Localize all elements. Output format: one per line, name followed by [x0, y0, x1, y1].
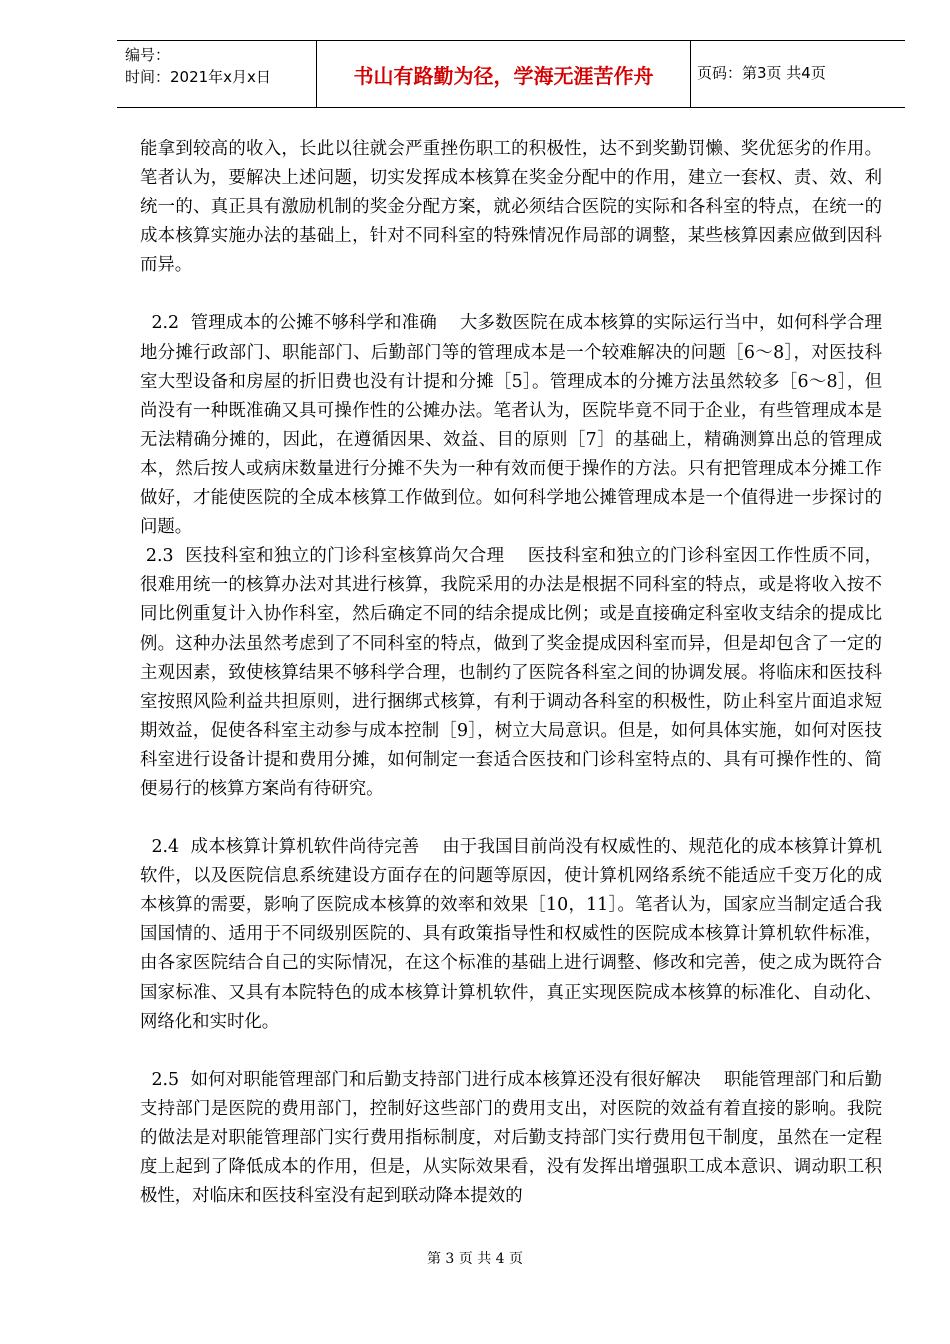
paragraph-continuation: 能拿到较高的收入，长此以往就会严重挫伤职工的积极性，达不到奖勤罚懒、奖优惩劣的作用。笔者认为，要解决上述问题，切实发挥成本核算在奖金分配中的作用，建立一套权、责、效、利统一的、真正具有激励机制的奖金分配方案，就必须结合医院的实际和各科室的特点，在统一的成本核算实施办法的基础上，针对不同科室的特殊情况作局部的调整，某些核算因素应做到因科而异。: [140, 139, 882, 276]
header-page-label: 页码：第3页 共4页: [697, 64, 826, 82]
document-body: [140, 135, 882, 1211]
page-header: [117, 40, 905, 108]
page-footer: 第 3 页 共 4 页: [426, 1251, 524, 1267]
header-meta: [125, 44, 271, 88]
paragraph-section-2-4: 2.4 成本核算计算机软件尚待完善 由于我国目前尚没有权威性的、规范化的成本核算计算机软件，以及医院信息系统建设方面存在的问题等原因，使计算机网络系统不能适应千变万化的成本核算的需要，影响了医院成本核算的效率和效果［10，11］。笔者认为，国家应当制定适合我国国情的、适用于不同级别医院的、具有政策指导性和权威性的医院成本核算计算机软件标准，由各家医院结合自己的实际情况，在这个标准的基础上进行调整、修改和完善，使之成为既符合国家标准、又具有本院特色的成本核算计算机软件，真正实现医院成本核算的标准化、自动化、网络化和实时化。: [140, 837, 882, 1032]
paragraph-section-2-5: 2.5 如何对职能管理部门和后勤支持部门进行成本核算还没有很好解决 职能管理部门和后勤支持部门是医院的费用部门，控制好这些部门的费用支出，对医院的效益有着直接的影响。我院的做法是对职能管理部门实行费用指标制度，对后勤支持部门实行费用包干制度，虽然在一定程度上起到了降低成本的作用，但是，从实际效果看，没有发挥出增强职工成本意识、调动职工积极性，对临床和医技科室没有起到联动降本提效的: [140, 1069, 882, 1207]
header-bottom-rule: [117, 107, 905, 108]
header-divider-right: [690, 40, 691, 108]
header-date-label: 时间：2021年x月x日: [125, 68, 271, 86]
header-top-rule: [117, 40, 905, 41]
paragraph-section-2-2: 2.2 管理成本的公摊不够科学和准确 大多数医院在成本核算的实际运行当中，如何科学合理地分摊行政部门、职能部门、后勤部门等的管理成本是一个较难解决的问题［6～8］，对医技科室大型设备和房屋的折旧费也没有计提和分摊［5］。管理成本的分摊方法虽然较多［6～8］，但尚没有一种既准确又具可操作性的公摊办法。笔者认为，医院毕竟不同于企业，有些管理成本是无法精确分摊的，因此，在遵循因果、效益、目的原则［7］的基础上，精确测算出总的管理成本，然后按人或病床数量进行分摊不失为一种有效而便于操作的方法。只有把管理成本分摊工作做好，才能使医院的全成本核算工作做到位。如何科学地公摊管理成本是一个值得进一步探讨的问题。: [140, 313, 882, 538]
paragraph-section-2-3: 2.3 医技科室和独立的门诊科室核算尚欠合理 医技科室和独立的门诊科室因工作性质不同，很难用统一的核算办法对其进行核算，我院采用的办法是根据不同科室的特点，或是将收入按不同比例重复计入协作科室，然后确定不同的结余提成比例；或是直接确定科室收支结余的提成比例。这种办法虽然考虑到了不同科室的特点，做到了奖金提成因科室而异，但是却包含了一定的主观因素，致使核算结果不够科学合理，也制约了医院各科室之间的协调发展。将临床和医技科室按照风险利益共担原则，进行捆绑式核算，有利于调动各科室的积极性，防止科室片面追求短期效益，促使各科室主动参与成本控制［9］，树立大局意识。但是，如何具体实施，如何对医技科室进行设备计提和费用分摊，如何制定一套适合医技和门诊科室特点的、具有可操作性的、简便易行的核算方案尚有待研究。: [140, 546, 882, 799]
header-motto: 书山有路勤为径，学海无涯苦作舟: [353, 64, 654, 88]
header-number-label: 编号：: [125, 46, 171, 64]
